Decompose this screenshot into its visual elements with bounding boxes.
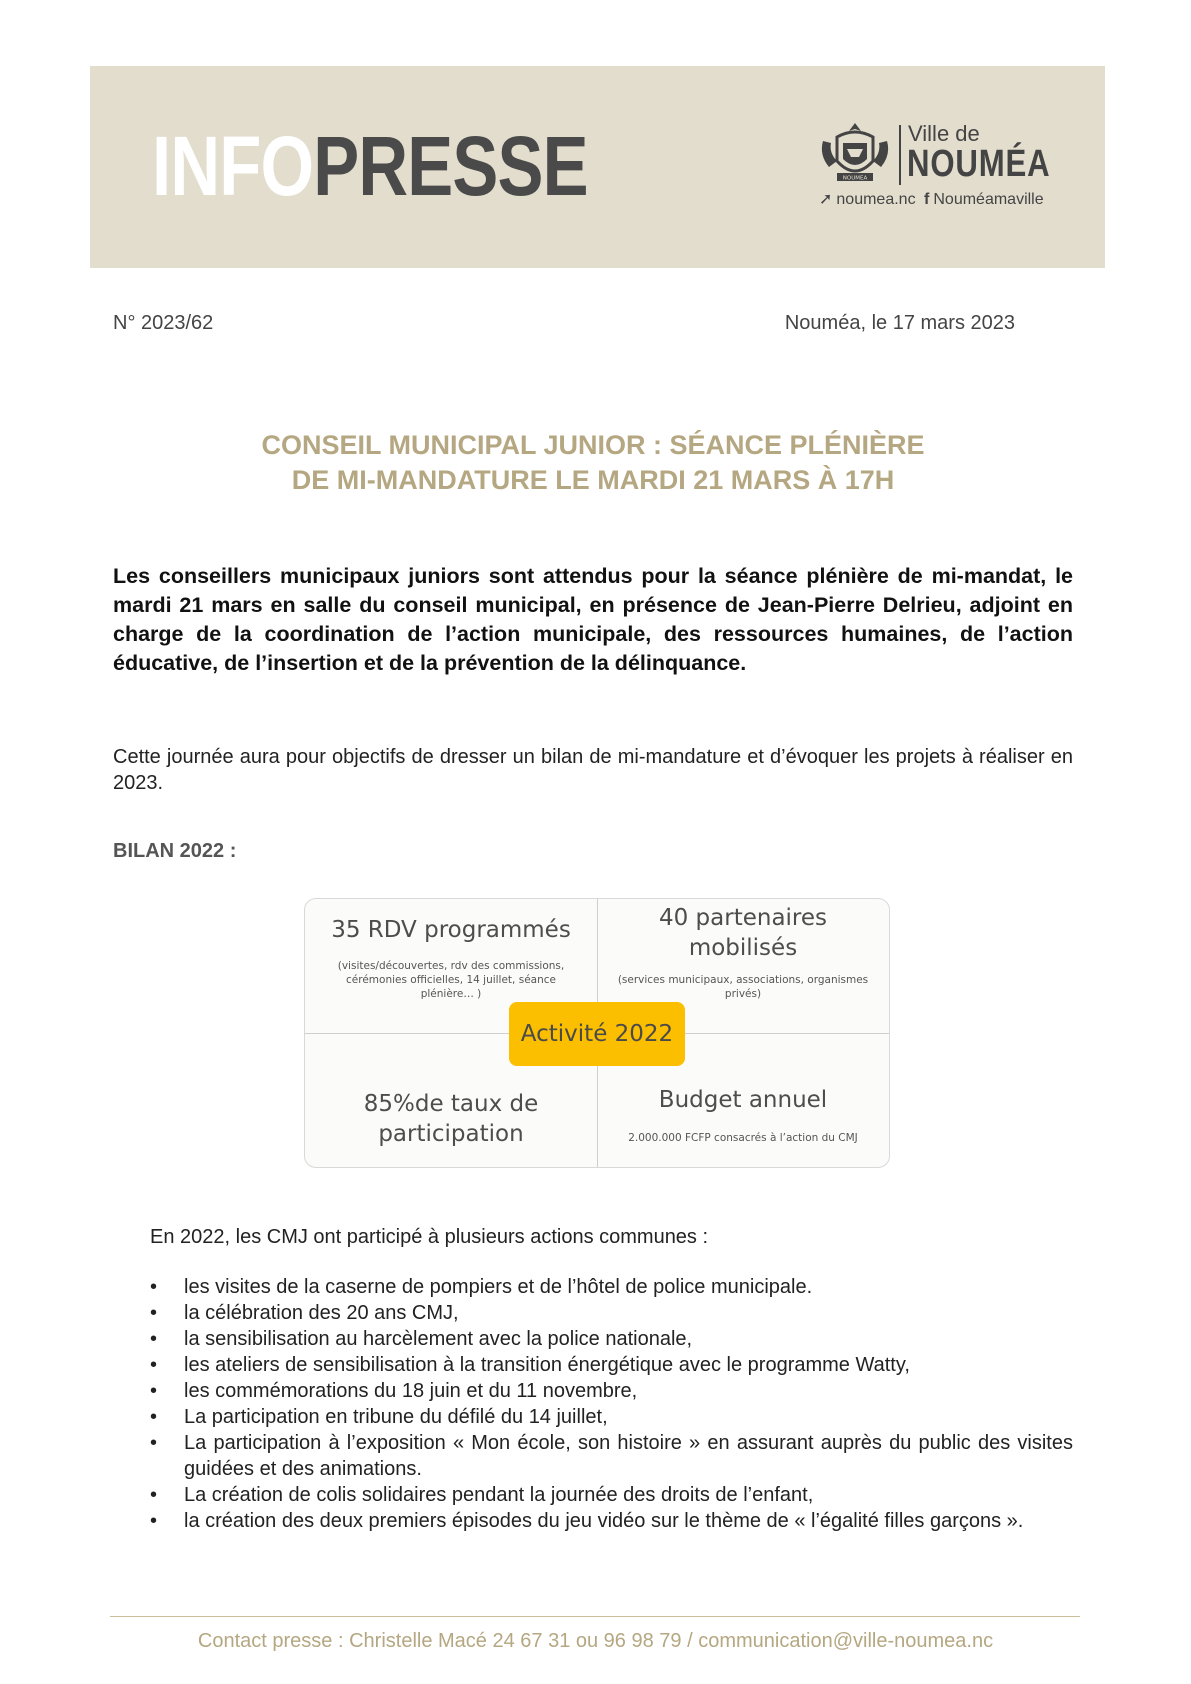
list-item: • La création de colis solidaires pendant la journée des droits de l’enfant, (150, 1484, 814, 1506)
logo-links (815, 189, 1044, 209)
cmj-intro: En 2022, les CMJ ont participé à plusieurs actions communes : (150, 1226, 709, 1248)
bullet-icon: • (150, 1510, 158, 1532)
logo-divider (899, 125, 901, 185)
crest-ribbon-text: NOUMEA (842, 175, 868, 182)
press-release-number: N° 2023/62 (113, 312, 214, 334)
facebook-icon: f (924, 191, 930, 208)
infopresse-wordmark (152, 121, 588, 211)
brand-presse: PRESSE (313, 119, 588, 213)
list-item: • la célébration des 20 ans CMJ, (150, 1302, 459, 1324)
stat-budget-title: Budget annuel (658, 1087, 828, 1113)
stat-budget-note: 2.000.000 FCFP consacrés à l’action du CMJ (628, 1132, 858, 1144)
logo-noumea: NOUMÉA (907, 143, 1051, 185)
title-line-1: CONSEIL MUNICIPAL JUNIOR : SÉANCE PLÉNIÈRE (261, 430, 925, 460)
list-item: • La participation en tribune du défilé du 14 juillet, (150, 1406, 608, 1428)
stat-partners-note: (services municipaux, associations, organismes privés) (617, 974, 869, 1000)
press-release-date: Nouméa, le 17 mars 2023 (784, 312, 1015, 334)
section-label-bilan: BILAN 2022 : (113, 840, 237, 862)
header-banner (90, 66, 1105, 268)
lead-paragraph: Les conseillers municipaux juniors sont attendus pour la séance plénière de mi-mandat, le mardi 21 mars en salle du conseil municipal, en présence de Jean-Pierre Delrieu, adjoint en charge de la coordination de l’action municipale, des ressources humaines, de l’action éducative, de l’insertion et de la prévention de la délinquance. (113, 564, 1073, 675)
title-line-2: DE MI-MANDATURE LE MARDI 21 MARS À 17H (291, 465, 895, 495)
stat-participation-title: 85%de taux de participation (363, 1091, 539, 1147)
ville-de-noumea-logo (815, 121, 1055, 211)
bullet-icon: • (150, 1380, 158, 1402)
intro-paragraph: Cette journée aura pour objectifs de dresser un bilan de mi-mandature et d’évoquer les projets à réaliser en 2023. (113, 746, 1073, 794)
bullet-icon: • (150, 1432, 158, 1454)
bullet-icon: • (150, 1354, 158, 1376)
logo-ville-de: Ville de (908, 121, 980, 146)
page-title (113, 428, 1073, 498)
list-item: • les commémorations du 18 juin et du 11 novembre, (150, 1380, 638, 1402)
cursor-arrow-icon: ➚ (819, 191, 833, 208)
logo-web[interactable]: noumea.nc (836, 191, 916, 208)
stat-rdv-note: (visites/découvertes, rdv des commissions, cérémonies officielles, 14 juillet, séance plénière… ) (337, 960, 565, 1000)
press-contact: Contact presse : Christelle Macé 24 67 31 ou 96 98 79 / communication@ville-noumea.nc (197, 1630, 994, 1652)
list-item: • les visites de la caserne de pompiers et de l’hôtel de police municipale. (150, 1276, 813, 1298)
actions-list (150, 1274, 1073, 1534)
bullet-icon: • (150, 1406, 158, 1428)
list-item: • la sensibilisation au harcèlement avec la police nationale, (150, 1328, 693, 1350)
bullet-icon: • (150, 1328, 158, 1350)
stat-partners-title: 40 partenaires mobilisés (658, 905, 828, 961)
bullet-icon: • (150, 1276, 158, 1298)
bullet-icon: • (150, 1484, 158, 1506)
list-item: • la création des deux premiers épisodes du jeu vidéo sur le thème de « l’égalité filles garçons ». (150, 1510, 1024, 1532)
city-crest-icon (815, 121, 895, 191)
list-item: • les ateliers de sensibilisation à la transition énergétique avec le programme Watty, (150, 1354, 910, 1376)
footer-divider (110, 1616, 1080, 1617)
stat-rdv-title: 35 RDV programmés (331, 917, 571, 943)
activity-badge: Activité 2022 (509, 1002, 685, 1066)
activity-infographic (304, 898, 890, 1168)
logo-facebook[interactable]: Nouméamaville (933, 191, 1044, 208)
list-item: • La participation à l’exposition « Mon école, son histoire » en assurant auprès du public des visites guidées et des animations. (150, 1432, 1073, 1480)
bullet-icon: • (150, 1302, 158, 1324)
brand-info: INFO (152, 119, 314, 213)
